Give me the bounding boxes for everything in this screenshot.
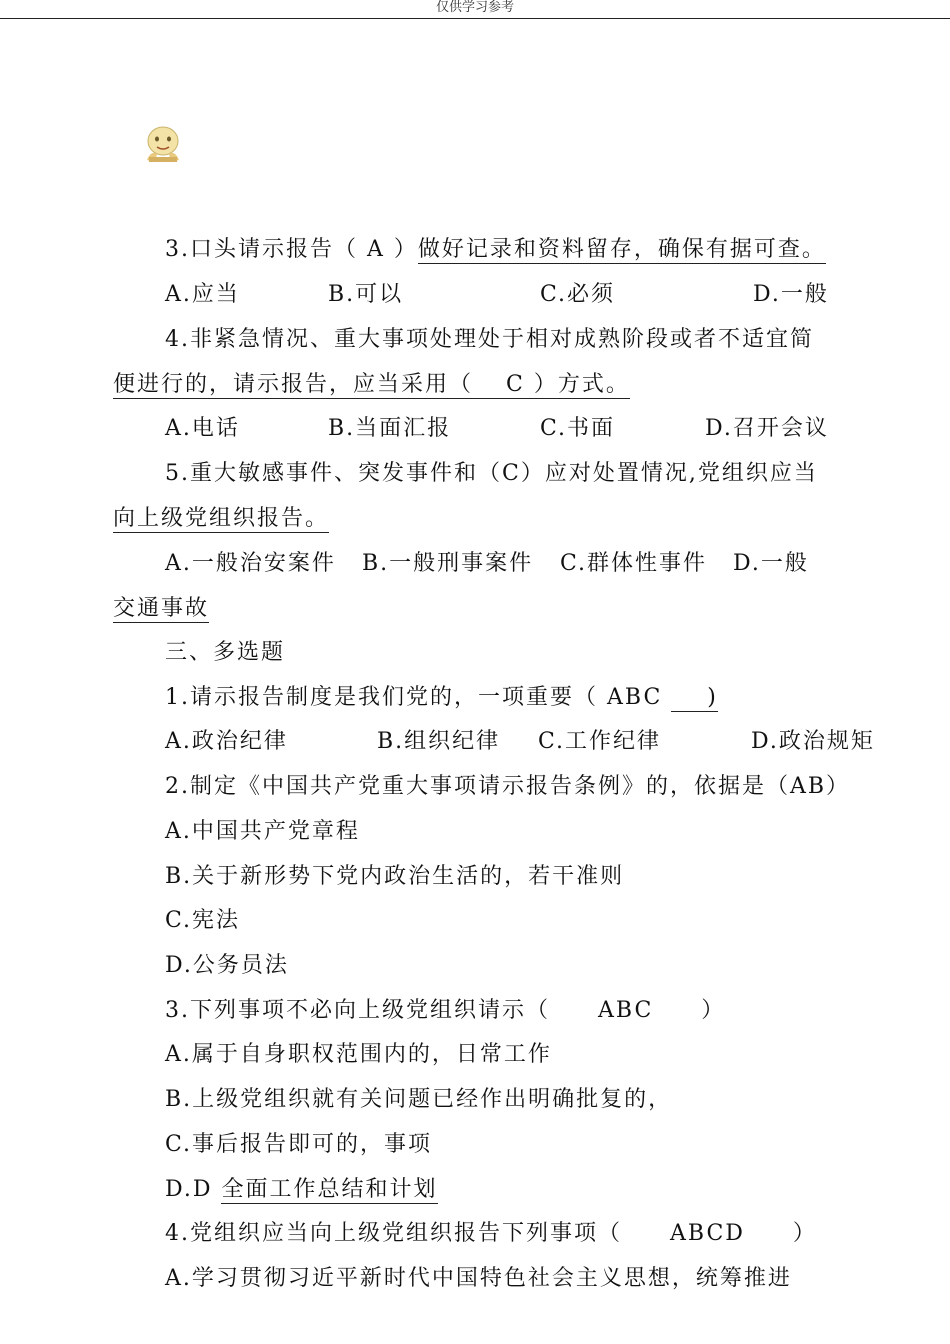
question-text: 1.请示报告制度是我们党的，一项重要（ ABC (165, 685, 672, 710)
option-b: B.当面汇报 (328, 416, 452, 441)
option-a: A.政治纪律 (165, 729, 288, 754)
option-c: C.书面 (540, 416, 616, 441)
option-c: C.群体性事件 (560, 551, 708, 576)
option-a: A.应当 (165, 282, 240, 307)
option-a: A.学习贯彻习近平新时代中国特色社会主义思想，统筹推进 (165, 1266, 792, 1291)
option-c: C.事后报告即可的，事项 (165, 1132, 433, 1157)
option-c: C.必须 (540, 282, 616, 307)
option-d: D.一般 (753, 282, 829, 307)
header-text: 仅供学习参考 (435, 0, 514, 15)
cartoon-face-icon (143, 124, 183, 162)
multi-question-1 (165, 683, 718, 713)
option-b: B.一般刑事案件 (362, 551, 534, 576)
option-c: C.宪法 (165, 908, 241, 933)
section-heading: 三、多选题 (165, 640, 286, 665)
underlined-text: 做好记录和资料留存，确保有据可查。 (417, 237, 826, 262)
page-header (0, 0, 950, 19)
question-4-continuation (113, 370, 630, 400)
underlined-text: ) (671, 685, 718, 712)
multi-question-2: 2.制定《中国共产党重大事项请示报告条例》的，依据是（AB） (165, 774, 851, 799)
question-4-single: 4.非紧急情况、重大事项处理处于相对成熟阶段或者不适宜简 (165, 327, 814, 352)
question-3-single (165, 235, 826, 265)
underlined-text: 便进行的，请示报告，应当采用（ C ）方式。 (113, 372, 630, 397)
multi-question-4: 4.党组织应当向上级党组织报告下列事项（ ABCD ） (165, 1221, 817, 1246)
question-5-single: 5.重大敏感事件、突发事件和（C）应对处置情况,党组织应当 (165, 461, 818, 486)
question-text: 3.口头请示报告（ A ） (165, 237, 418, 262)
option-a: A.中国共产党章程 (165, 819, 360, 844)
option-d (165, 1175, 438, 1205)
underlined-text: 交通事故 (113, 596, 210, 621)
option-label: D.D (165, 1177, 222, 1202)
option-a: A.电话 (165, 416, 240, 441)
underlined-text: 向上级党组织报告。 (113, 506, 330, 531)
option-b: B.关于新形势下党内政治生活的，若干准则 (165, 864, 625, 889)
option-a: A.一般治安案件 (165, 551, 336, 576)
multi-question-3: 3.下列事项不必向上级党组织请示（ ABC ） (165, 998, 726, 1023)
option-d: D.政治规矩 (751, 729, 875, 754)
underlined-text: 全面工作总结和计划 (221, 1177, 438, 1202)
option-d: D.公务员法 (165, 953, 289, 978)
option-d-continuation (113, 594, 209, 624)
option-c: C.工作纪律 (538, 729, 662, 754)
option-b: B.上级党组织就有关问题已经作出明确批复的， (165, 1087, 673, 1112)
question-5-continuation (113, 504, 329, 534)
option-b: B.组织纪律 (377, 729, 501, 754)
option-d: D.召开会议 (705, 416, 829, 441)
option-a: A.属于自身职权范围内的，日常工作 (165, 1042, 552, 1067)
option-d: D.一般 (733, 551, 809, 576)
option-b: B.可以 (328, 282, 404, 307)
